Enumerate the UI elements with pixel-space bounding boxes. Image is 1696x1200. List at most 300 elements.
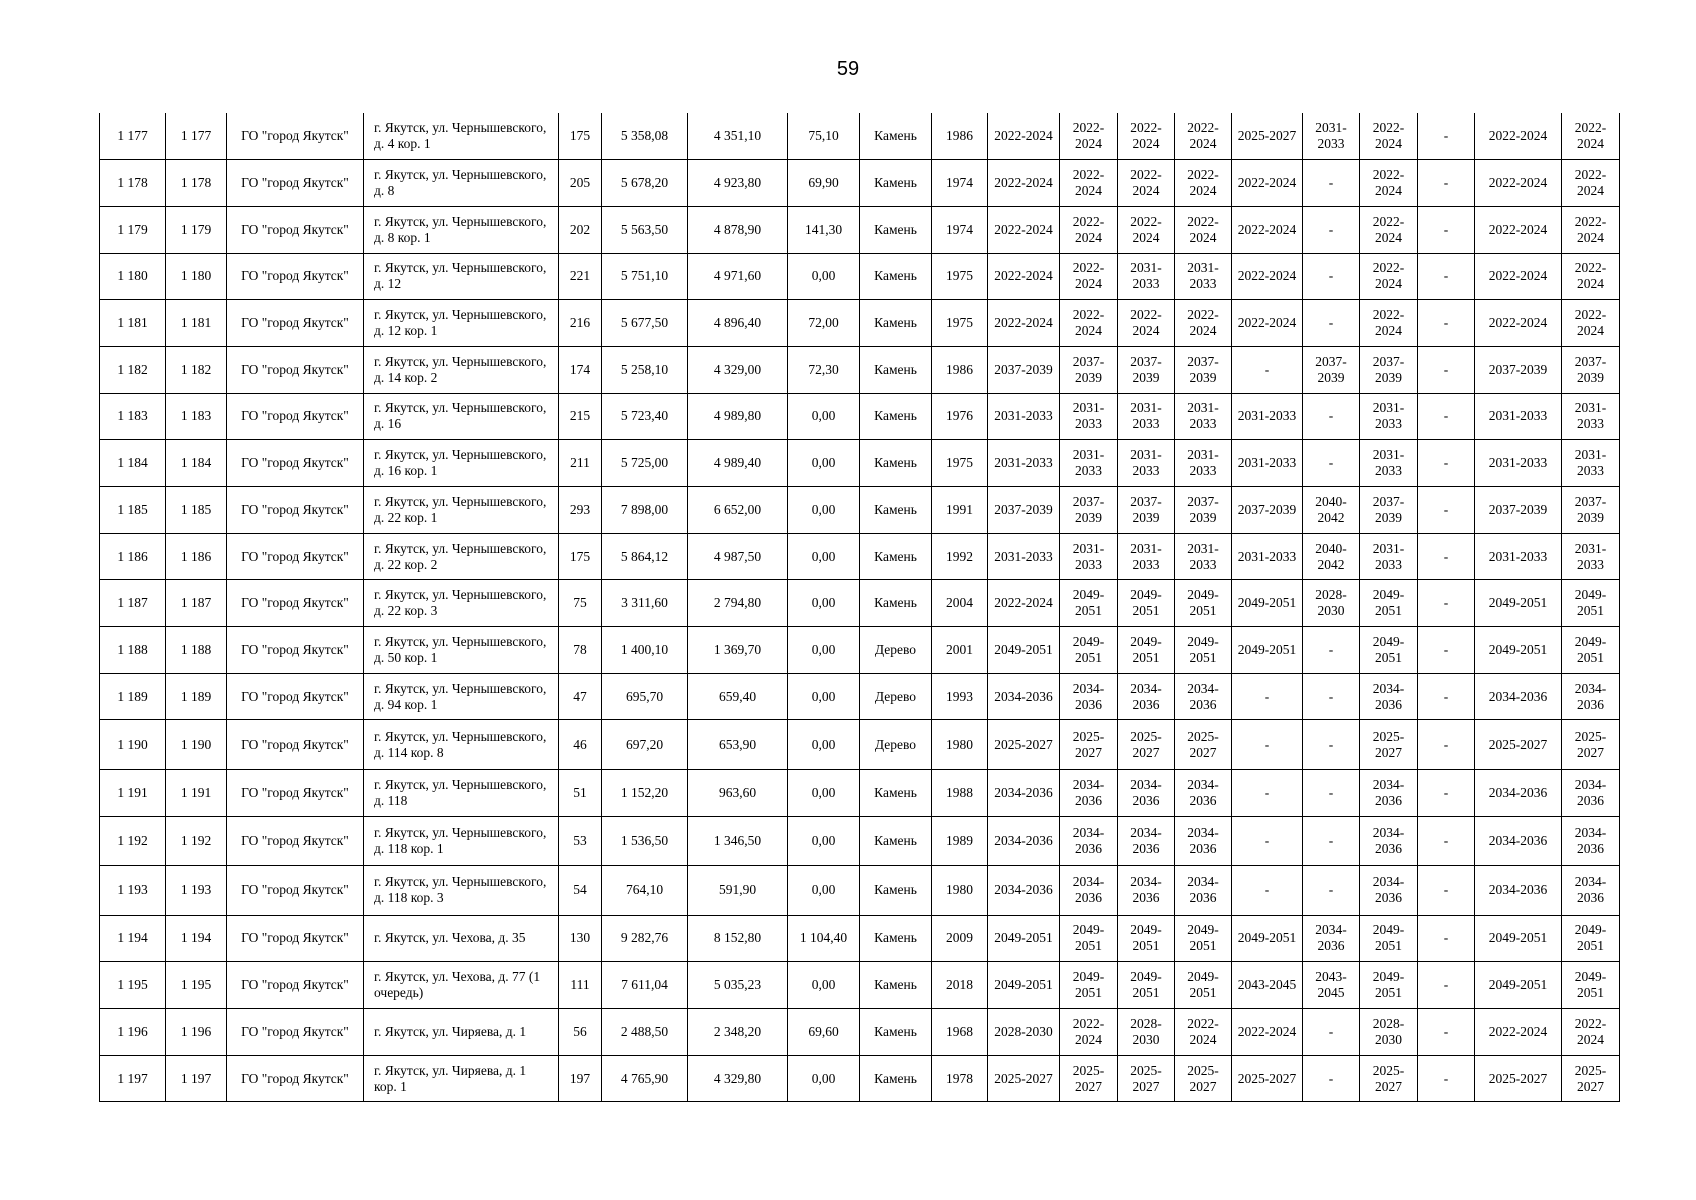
- table-cell: ГО "город Якутск": [227, 673, 364, 720]
- table-cell: 1 400,10: [602, 627, 688, 674]
- table-cell: -: [1418, 816, 1475, 866]
- table-cell: 2031-2033: [1360, 533, 1418, 580]
- table-cell: 2049-2051: [1175, 580, 1232, 627]
- table-cell: Камень: [860, 206, 932, 253]
- table-cell: 2049-2051: [988, 962, 1060, 1009]
- table-cell: 2037-2039: [1562, 487, 1620, 534]
- table-cell: 2022-2024: [1118, 113, 1175, 160]
- table-cell: -: [1418, 962, 1475, 1009]
- table-cell: 2025-2027: [1175, 1055, 1232, 1102]
- table-cell: г. Якутск, ул. Чехова, д. 77 (1 очередь): [364, 962, 559, 1009]
- table-cell: 4 987,50: [688, 533, 788, 580]
- table-cell: 2031-2033: [1060, 440, 1118, 487]
- table-cell: 2049-2051: [1562, 627, 1620, 674]
- table-cell: -: [1418, 915, 1475, 962]
- table-cell: 1993: [932, 673, 988, 720]
- table-cell: 2031-2033: [1360, 440, 1418, 487]
- table-cell: 2031-2033: [1475, 533, 1562, 580]
- table-cell: 0,00: [788, 253, 860, 300]
- table-cell: 4 971,60: [688, 253, 788, 300]
- table-cell: 2031-2033: [1060, 393, 1118, 440]
- table-cell: 141,30: [788, 206, 860, 253]
- table-cell: 1 536,50: [602, 816, 688, 866]
- table-cell: г. Якутск, ул. Чиряева, д. 1: [364, 1009, 559, 1056]
- table-cell: 2034-2036: [988, 816, 1060, 866]
- table-cell: 2022-2024: [1232, 253, 1303, 300]
- table-cell: 2031-2033: [1118, 533, 1175, 580]
- table-cell: -: [1418, 673, 1475, 720]
- table-cell: 2022-2024: [1360, 206, 1418, 253]
- table-cell: 2025-2027: [1360, 1055, 1418, 1102]
- table-cell: 7 611,04: [602, 962, 688, 1009]
- table-cell: 1 196: [100, 1009, 166, 1056]
- table-cell: ГО "город Якутск": [227, 300, 364, 347]
- table-cell: 1992: [932, 533, 988, 580]
- table-row: [100, 816, 1620, 866]
- table-cell: 2034-2036: [988, 769, 1060, 816]
- table-cell: Камень: [860, 113, 932, 160]
- table-cell: 2031-2033: [1360, 393, 1418, 440]
- table-cell: 1 185: [166, 487, 227, 534]
- table-cell: 2049-2051: [1475, 915, 1562, 962]
- table-cell: 2034-2036: [1475, 816, 1562, 866]
- table-cell: ГО "город Якутск": [227, 769, 364, 816]
- table-cell: 1 184: [166, 440, 227, 487]
- table-cell: -: [1418, 253, 1475, 300]
- table-cell: 1 369,70: [688, 627, 788, 674]
- table-cell: 2022-2024: [1475, 113, 1562, 160]
- table-cell: 2049-2051: [1060, 962, 1118, 1009]
- table-cell: 2022-2024: [988, 113, 1060, 160]
- table-cell: 2049-2051: [1360, 962, 1418, 1009]
- table-cell: 130: [559, 915, 602, 962]
- table-cell: 2025-2027: [1232, 1055, 1303, 1102]
- table-cell: г. Якутск, ул. Чехова, д. 35: [364, 915, 559, 962]
- table-cell: 2031-2033: [1118, 253, 1175, 300]
- table-cell: 2022-2024: [988, 253, 1060, 300]
- table-cell: 1974: [932, 206, 988, 253]
- table-cell: 4 329,80: [688, 1055, 788, 1102]
- table-row: [100, 1009, 1620, 1056]
- table-cell: 7 898,00: [602, 487, 688, 534]
- table-cell: 5 678,20: [602, 160, 688, 207]
- table-cell: 1989: [932, 816, 988, 866]
- table-cell: 1 197: [100, 1055, 166, 1102]
- table-cell: -: [1232, 673, 1303, 720]
- table-cell: 2037-2039: [1232, 487, 1303, 534]
- table-cell: 1 183: [166, 393, 227, 440]
- table-cell: 215: [559, 393, 602, 440]
- table-cell: 2034-2036: [1175, 673, 1232, 720]
- table-cell: 2022-2024: [1360, 253, 1418, 300]
- table-cell: -: [1303, 440, 1360, 487]
- table-cell: 1 196: [166, 1009, 227, 1056]
- table-cell: 2022-2024: [1232, 300, 1303, 347]
- table-cell: 1 177: [100, 113, 166, 160]
- table-cell: 2037-2039: [1175, 346, 1232, 393]
- table-cell: 1975: [932, 253, 988, 300]
- table-cell: 51: [559, 769, 602, 816]
- table-cell: 4 329,00: [688, 346, 788, 393]
- table-cell: 2049-2051: [1118, 962, 1175, 1009]
- table-cell: 2034-2036: [1360, 816, 1418, 866]
- table-cell: -: [1232, 866, 1303, 916]
- table-cell: -: [1418, 393, 1475, 440]
- table-row: [100, 720, 1620, 770]
- table-cell: 4 765,90: [602, 1055, 688, 1102]
- table-cell: 1980: [932, 720, 988, 770]
- table-cell: 1 182: [100, 346, 166, 393]
- table-cell: 2022-2024: [1562, 206, 1620, 253]
- table-cell: 2037-2039: [1360, 346, 1418, 393]
- table-row: [100, 533, 1620, 580]
- table-cell: 2031-2033: [1562, 533, 1620, 580]
- table-cell: 2028-2030: [988, 1009, 1060, 1056]
- table-cell: г. Якутск, ул. Чернышевского, д. 4 кор. 1: [364, 113, 559, 160]
- table-cell: 4 896,40: [688, 300, 788, 347]
- table-cell: 2034-2036: [1360, 866, 1418, 916]
- table-cell: 1975: [932, 440, 988, 487]
- table-cell: 1 346,50: [688, 816, 788, 866]
- table-cell: 2022-2024: [1562, 1009, 1620, 1056]
- table-cell: Камень: [860, 769, 932, 816]
- table-cell: 175: [559, 533, 602, 580]
- table-cell: 1 188: [166, 627, 227, 674]
- table-cell: -: [1303, 627, 1360, 674]
- table-cell: 1 189: [166, 673, 227, 720]
- table-cell: 2 348,20: [688, 1009, 788, 1056]
- table-cell: 2022-2024: [1562, 300, 1620, 347]
- table-cell: 1986: [932, 113, 988, 160]
- table-cell: -: [1303, 300, 1360, 347]
- table-cell: -: [1418, 487, 1475, 534]
- table-cell: Камень: [860, 393, 932, 440]
- table-cell: 963,60: [688, 769, 788, 816]
- table-cell: 659,40: [688, 673, 788, 720]
- table-cell: 0,00: [788, 627, 860, 674]
- table-cell: ГО "город Якутск": [227, 915, 364, 962]
- table-cell: ГО "город Якутск": [227, 253, 364, 300]
- table-cell: 2022-2024: [988, 300, 1060, 347]
- table-cell: 2034-2036: [1060, 769, 1118, 816]
- table-row: [100, 487, 1620, 534]
- table-cell: 69,90: [788, 160, 860, 207]
- table-cell: 1974: [932, 160, 988, 207]
- table-cell: Камень: [860, 253, 932, 300]
- table-row: [100, 113, 1620, 160]
- table-cell: 0,00: [788, 720, 860, 770]
- table-cell: 2034-2036: [1562, 866, 1620, 916]
- table-cell: г. Якутск, ул. Чернышевского, д. 118 кор. 3: [364, 866, 559, 916]
- table-cell: 2025-2027: [988, 1055, 1060, 1102]
- table-row: [100, 440, 1620, 487]
- table-row: [100, 866, 1620, 916]
- table-cell: 2022-2024: [1232, 1009, 1303, 1056]
- table-cell: 2022-2024: [1060, 160, 1118, 207]
- table-cell: 1 191: [166, 769, 227, 816]
- table-cell: 2034-2036: [1060, 673, 1118, 720]
- table-cell: -: [1418, 440, 1475, 487]
- table-cell: Камень: [860, 580, 932, 627]
- table-cell: 2022-2024: [1175, 206, 1232, 253]
- table-cell: 653,90: [688, 720, 788, 770]
- table-cell: 2022-2024: [1175, 300, 1232, 347]
- table-cell: 2031-2033: [1118, 440, 1175, 487]
- table-cell: 1 181: [166, 300, 227, 347]
- table-cell: 1 178: [166, 160, 227, 207]
- table-cell: 111: [559, 962, 602, 1009]
- table-cell: -: [1303, 816, 1360, 866]
- table-cell: 5 035,23: [688, 962, 788, 1009]
- table-cell: 56: [559, 1009, 602, 1056]
- table-cell: 2022-2024: [1118, 206, 1175, 253]
- table-cell: 1 192: [166, 816, 227, 866]
- table-cell: 2037-2039: [1475, 346, 1562, 393]
- table-cell: 2022-2024: [988, 160, 1060, 207]
- table-cell: 2031-2033: [1175, 533, 1232, 580]
- table-cell: -: [1303, 253, 1360, 300]
- table-cell: 2037-2039: [988, 487, 1060, 534]
- table-cell: 1 180: [166, 253, 227, 300]
- table-cell: 2034-2036: [1475, 769, 1562, 816]
- table-row: [100, 769, 1620, 816]
- table-cell: г. Якутск, ул. Чернышевского, д. 22 кор. 3: [364, 580, 559, 627]
- table-cell: -: [1418, 1055, 1475, 1102]
- table-cell: 2022-2024: [1118, 300, 1175, 347]
- table-cell: 2031-2033: [988, 533, 1060, 580]
- table-cell: 695,70: [602, 673, 688, 720]
- table-cell: Камень: [860, 346, 932, 393]
- table-cell: 2037-2039: [1060, 487, 1118, 534]
- table-cell: 2034-2036: [1175, 866, 1232, 916]
- table-cell: -: [1232, 816, 1303, 866]
- table-cell: 0,00: [788, 440, 860, 487]
- table-cell: 2031-2033: [1232, 533, 1303, 580]
- table-cell: 1 193: [100, 866, 166, 916]
- table-cell: 1980: [932, 866, 988, 916]
- table-cell: 2034-2036: [1118, 816, 1175, 866]
- table-cell: 1 181: [100, 300, 166, 347]
- table-cell: 2031-2033: [1475, 440, 1562, 487]
- table-cell: ГО "город Якутск": [227, 346, 364, 393]
- table-cell: 2049-2051: [1360, 627, 1418, 674]
- table-cell: -: [1303, 1009, 1360, 1056]
- table-cell: ГО "город Якутск": [227, 816, 364, 866]
- table-cell: 0,00: [788, 393, 860, 440]
- table-cell: 1 182: [166, 346, 227, 393]
- table-cell: 2034-2036: [1562, 816, 1620, 866]
- table-cell: 1 195: [166, 962, 227, 1009]
- table-cell: 2034-2036: [1562, 673, 1620, 720]
- table-cell: ГО "город Якутск": [227, 720, 364, 770]
- table-cell: 197: [559, 1055, 602, 1102]
- table-cell: Дерево: [860, 720, 932, 770]
- table-cell: 2022-2024: [1562, 113, 1620, 160]
- table-cell: 2037-2039: [1118, 346, 1175, 393]
- table-cell: 5 725,00: [602, 440, 688, 487]
- table-row: [100, 393, 1620, 440]
- table-cell: 2001: [932, 627, 988, 674]
- table-cell: 1991: [932, 487, 988, 534]
- table-cell: ГО "город Якутск": [227, 393, 364, 440]
- table-cell: 1 190: [100, 720, 166, 770]
- table-cell: -: [1418, 113, 1475, 160]
- table-cell: ГО "город Якутск": [227, 533, 364, 580]
- table-cell: Камень: [860, 300, 932, 347]
- table-cell: 2037-2039: [1475, 487, 1562, 534]
- table-cell: -: [1418, 346, 1475, 393]
- table-cell: 4 989,40: [688, 440, 788, 487]
- table-cell: 2043-2045: [1303, 962, 1360, 1009]
- table-cell: 0,00: [788, 580, 860, 627]
- table-cell: 2028-2030: [1118, 1009, 1175, 1056]
- table-cell: -: [1232, 769, 1303, 816]
- table-cell: 5 563,50: [602, 206, 688, 253]
- table-cell: г. Якутск, ул. Чиряева, д. 1 кор. 1: [364, 1055, 559, 1102]
- table-cell: 2034-2036: [1360, 673, 1418, 720]
- table-cell: -: [1418, 866, 1475, 916]
- table-cell: 2049-2051: [1232, 915, 1303, 962]
- table-cell: г. Якутск, ул. Чернышевского, д. 22 кор. 1: [364, 487, 559, 534]
- table-cell: 2022-2024: [1475, 300, 1562, 347]
- table-cell: Камень: [860, 440, 932, 487]
- table-cell: 2034-2036: [988, 866, 1060, 916]
- table-cell: 78: [559, 627, 602, 674]
- table-cell: 1 189: [100, 673, 166, 720]
- table-cell: 697,20: [602, 720, 688, 770]
- table-cell: 1 193: [166, 866, 227, 916]
- table-cell: 2022-2024: [1232, 160, 1303, 207]
- table-cell: 2025-2027: [1060, 1055, 1118, 1102]
- table-cell: Камень: [860, 816, 932, 866]
- table-cell: 2022-2024: [1060, 113, 1118, 160]
- table-cell: ГО "город Якутск": [227, 160, 364, 207]
- table-cell: 1 185: [100, 487, 166, 534]
- table-cell: 2031-2033: [1232, 440, 1303, 487]
- table-cell: 5 258,10: [602, 346, 688, 393]
- table-cell: 1968: [932, 1009, 988, 1056]
- table-cell: 211: [559, 440, 602, 487]
- housing-registry-table: [99, 113, 1620, 1102]
- table-cell: 2022-2024: [1475, 253, 1562, 300]
- table-row: [100, 253, 1620, 300]
- table-cell: Камень: [860, 915, 932, 962]
- table-cell: 2025-2027: [1562, 1055, 1620, 1102]
- table-cell: -: [1232, 346, 1303, 393]
- table-cell: 2031-2033: [1562, 440, 1620, 487]
- table-cell: 293: [559, 487, 602, 534]
- table-cell: -: [1418, 160, 1475, 207]
- table-cell: 5 677,50: [602, 300, 688, 347]
- table-cell: 591,90: [688, 866, 788, 916]
- table-cell: 2 488,50: [602, 1009, 688, 1056]
- table-cell: 2043-2045: [1232, 962, 1303, 1009]
- table-cell: 2022-2024: [1360, 300, 1418, 347]
- table-cell: 1 194: [166, 915, 227, 962]
- table-cell: -: [1418, 300, 1475, 347]
- table-cell: 2049-2051: [1060, 915, 1118, 962]
- table-cell: 2031-2033: [988, 393, 1060, 440]
- table-cell: 1978: [932, 1055, 988, 1102]
- table-cell: г. Якутск, ул. Чернышевского, д. 118: [364, 769, 559, 816]
- table-cell: 2004: [932, 580, 988, 627]
- table-cell: -: [1418, 720, 1475, 770]
- table-cell: 2034-2036: [1562, 769, 1620, 816]
- table-cell: 2049-2051: [1232, 627, 1303, 674]
- table-cell: 2022-2024: [1175, 1009, 1232, 1056]
- table-cell: 2049-2051: [1475, 962, 1562, 1009]
- table-cell: ГО "город Якутск": [227, 962, 364, 1009]
- table-cell: 2031-2033: [1303, 113, 1360, 160]
- table-cell: ГО "город Якутск": [227, 440, 364, 487]
- table-cell: -: [1303, 160, 1360, 207]
- table-cell: г. Якутск, ул. Чернышевского, д. 8: [364, 160, 559, 207]
- table-cell: 2049-2051: [1562, 915, 1620, 962]
- table-cell: -: [1232, 720, 1303, 770]
- table-cell: 2049-2051: [1562, 580, 1620, 627]
- table-cell: 1 177: [166, 113, 227, 160]
- table-cell: 2034-2036: [1175, 816, 1232, 866]
- table-cell: 2022-2024: [1060, 206, 1118, 253]
- table-cell: 2022-2024: [1562, 253, 1620, 300]
- table-row: [100, 160, 1620, 207]
- table-cell: 2049-2051: [1175, 627, 1232, 674]
- table-cell: 2049-2051: [988, 627, 1060, 674]
- table-cell: 2034-2036: [1175, 769, 1232, 816]
- table-cell: -: [1418, 1009, 1475, 1056]
- table-cell: -: [1418, 533, 1475, 580]
- table-cell: 2022-2024: [1175, 160, 1232, 207]
- table-cell: -: [1418, 580, 1475, 627]
- table-cell: 2034-2036: [1303, 915, 1360, 962]
- table-cell: г. Якутск, ул. Чернышевского, д. 114 кор. 8: [364, 720, 559, 770]
- table-cell: 72,00: [788, 300, 860, 347]
- table-cell: 53: [559, 816, 602, 866]
- table-cell: 2025-2027: [1562, 720, 1620, 770]
- table-cell: г. Якутск, ул. Чернышевского, д. 12: [364, 253, 559, 300]
- table-cell: г. Якутск, ул. Чернышевского, д. 22 кор. 2: [364, 533, 559, 580]
- table-cell: 174: [559, 346, 602, 393]
- table-cell: 216: [559, 300, 602, 347]
- table-cell: 1986: [932, 346, 988, 393]
- table-cell: 2040-2042: [1303, 533, 1360, 580]
- table-cell: 1976: [932, 393, 988, 440]
- table-cell: г. Якутск, ул. Чернышевского, д. 12 кор. 1: [364, 300, 559, 347]
- table-cell: 2034-2036: [1360, 769, 1418, 816]
- table-cell: 2025-2027: [1360, 720, 1418, 770]
- table-cell: 2034-2036: [1475, 866, 1562, 916]
- table-cell: 202: [559, 206, 602, 253]
- table-cell: 1 197: [166, 1055, 227, 1102]
- table-cell: 2049-2051: [1060, 627, 1118, 674]
- table-cell: 2028-2030: [1360, 1009, 1418, 1056]
- table-cell: г. Якутск, ул. Чернышевского, д. 94 кор. 1: [364, 673, 559, 720]
- table-cell: -: [1303, 769, 1360, 816]
- table-cell: 2040-2042: [1303, 487, 1360, 534]
- table-row: [100, 346, 1620, 393]
- table-row: [100, 673, 1620, 720]
- table-cell: 1975: [932, 300, 988, 347]
- table-cell: 1 195: [100, 962, 166, 1009]
- table-cell: 2037-2039: [1060, 346, 1118, 393]
- table-cell: 1 179: [100, 206, 166, 253]
- table-cell: 2031-2033: [1175, 440, 1232, 487]
- table-cell: 2049-2051: [1175, 962, 1232, 1009]
- table-cell: ГО "город Якутск": [227, 487, 364, 534]
- table-cell: ГО "город Якутск": [227, 580, 364, 627]
- table-cell: 2049-2051: [1475, 627, 1562, 674]
- table-cell: 2028-2030: [1303, 580, 1360, 627]
